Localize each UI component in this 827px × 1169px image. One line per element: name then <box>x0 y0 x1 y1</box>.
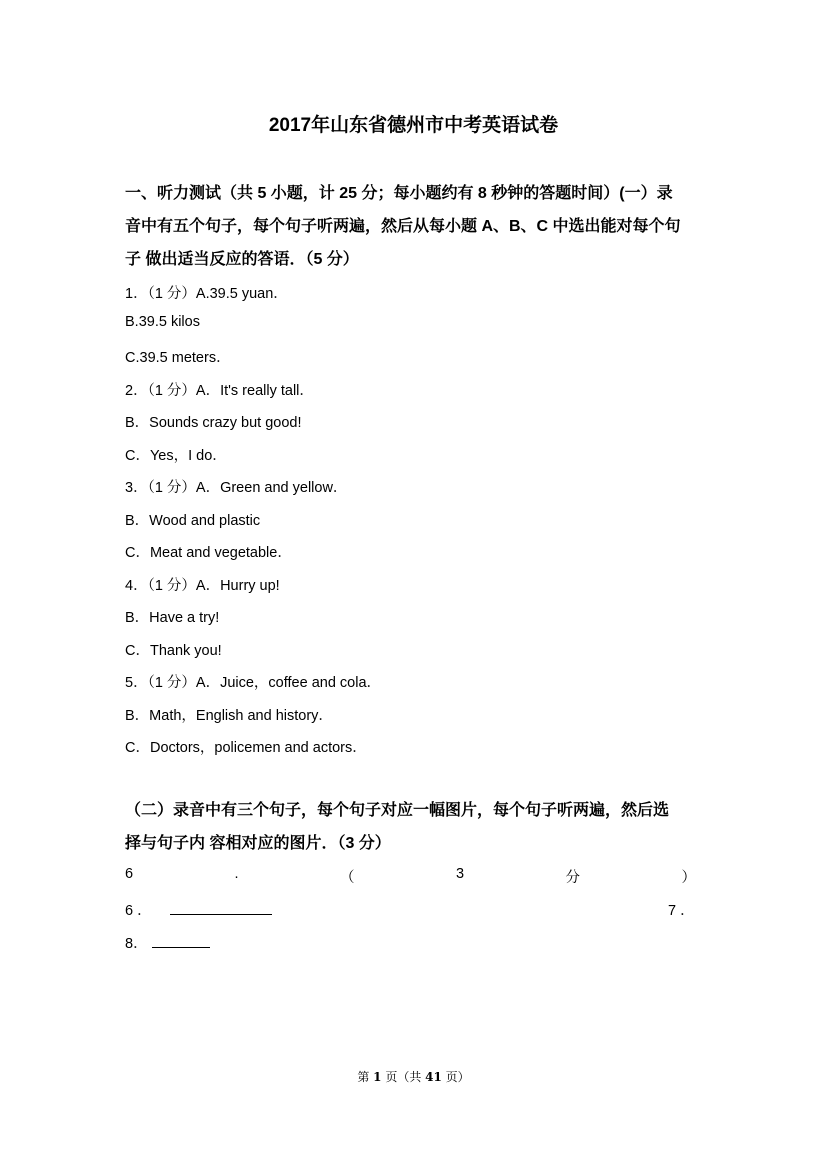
q7-label: 7 ． <box>668 903 695 919</box>
footer-text: 页） <box>441 1070 470 1084</box>
question-5: 5．（1 分）A．Juice，coffee and cola． <box>125 675 382 691</box>
q6-number: 6 <box>125 866 134 882</box>
option: C．Doctors，policemen and actors． <box>125 740 367 756</box>
question-6-answer <box>125 899 272 920</box>
question-6-header <box>125 866 696 887</box>
page-footer <box>0 1068 827 1085</box>
option: C．Meat and vegetable． <box>125 545 292 561</box>
option: C．Thank you! <box>125 643 222 659</box>
footer-text: 第 <box>357 1070 374 1084</box>
section-2-line: 择与句子内 容相对应的图片．（3 分） <box>125 835 391 852</box>
section-1-line: 子 做出适当反应的答语．（5 分） <box>125 251 359 268</box>
section-1-line: 一、听力测试（共 5 小题，计 25 分；每小题约有 8 秒钟的答题时间）(一）录 <box>125 185 673 202</box>
answer-blank-8[interactable] <box>152 933 210 948</box>
q6-unit: 分 <box>565 870 580 886</box>
option: B．Sounds crazy but good! <box>125 415 302 431</box>
question-8-answer <box>125 932 210 953</box>
option: B．Have a try! <box>125 610 220 626</box>
option: C.39.5 meters． <box>125 350 231 366</box>
section-1-instructions <box>125 177 705 276</box>
option: B．Wood and plastic <box>125 513 261 529</box>
section-1-line: 音中有五个句子，每个句子听两遍，然后从每小题 A、B、C 中选出能对每个句 <box>125 218 681 235</box>
option: C．Yes，I do． <box>125 448 227 464</box>
q6-paren-open: （ <box>340 870 355 886</box>
question-4: 4．（1 分）A．Hurry up! <box>125 578 280 594</box>
footer-page-number: 1 <box>373 1070 382 1084</box>
q6-score: 3 <box>455 866 465 882</box>
question-3: 3．（1 分）A．Green and yellow． <box>125 480 348 496</box>
question-2: 2．（1 分）A．It's really tall． <box>125 383 314 399</box>
q6-label: 6 ． <box>125 903 152 919</box>
footer-total-pages: 41 <box>425 1070 442 1084</box>
section-2-instructions <box>125 794 705 860</box>
footer-text: 页（共 <box>381 1070 426 1084</box>
question-1: 1．（1 分）A.39.5 yuan． <box>125 286 288 302</box>
q6-paren-close: ） <box>681 870 696 886</box>
q8-label: 8． <box>125 936 148 952</box>
q6-dot: . <box>234 866 239 882</box>
section-2-line: （二）录音中有三个句子，每个句子对应一幅图片，每个句子听两遍，然后选 <box>125 802 670 819</box>
page-title: 2017年山东省德州市中考英语试卷 <box>268 115 559 136</box>
option: B.39.5 kilos <box>125 314 200 330</box>
option: B．Math，English and history． <box>125 708 333 724</box>
answer-blank-6[interactable] <box>170 900 272 915</box>
